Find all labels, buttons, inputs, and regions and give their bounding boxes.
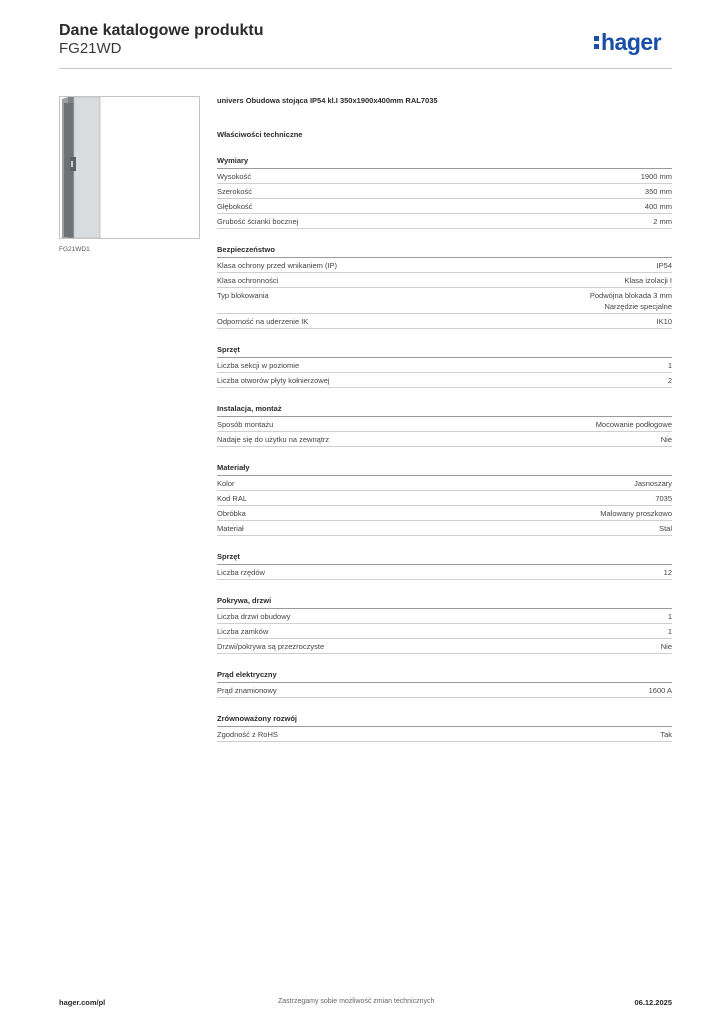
spec-label: Grubość ścianki bocznej xyxy=(217,217,299,226)
spec-row xyxy=(217,491,672,506)
spec-value-line: Stal xyxy=(659,524,672,533)
spec-value xyxy=(657,260,672,271)
spec-value xyxy=(655,493,672,504)
spec-row xyxy=(217,358,672,373)
spec-value-line: Narzędzie specjalne xyxy=(604,302,672,311)
spec-row xyxy=(217,258,672,273)
spec-row xyxy=(217,199,672,214)
spec-value-line: 12 xyxy=(663,568,672,577)
spec-group-title: Sprzęt xyxy=(217,345,672,358)
spec-label: Klasa ochrony przed wnikaniem (IP) xyxy=(217,261,338,270)
spec-value xyxy=(668,626,672,637)
spec-group xyxy=(217,552,672,580)
spec-value xyxy=(653,216,672,227)
spec-value xyxy=(661,434,672,445)
spec-row xyxy=(217,273,672,288)
spec-group-title: Instalacja, montaż xyxy=(217,404,672,417)
spec-value-line: Klasa izolacji I xyxy=(624,276,672,285)
spec-group-title: Zrównoważony rozwój xyxy=(217,714,672,727)
spec-value-line: 400 mm xyxy=(644,202,672,211)
spec-group-title: Pokrywa, drzwi xyxy=(217,596,672,609)
spec-group-title: Bezpieczeństwo xyxy=(217,245,672,258)
spec-row xyxy=(217,727,672,742)
spec-group xyxy=(217,245,672,329)
spec-group-title: Prąd elektryczny xyxy=(217,670,672,683)
spec-value-line: 1900 mm xyxy=(640,172,672,181)
spec-group xyxy=(217,404,672,447)
spec-label: Głębokość xyxy=(217,202,253,211)
spec-row xyxy=(217,184,672,199)
spec-row xyxy=(217,609,672,624)
spec-row xyxy=(217,288,672,314)
spec-row xyxy=(217,565,672,580)
spec-label: Odporność na uderzenie IK xyxy=(217,317,309,326)
spec-label: Kod RAL xyxy=(217,494,248,503)
spec-group-title: Sprzęt xyxy=(217,552,672,565)
spec-label: Prąd znamionowy xyxy=(217,686,277,695)
spec-value-line: 1600 A xyxy=(648,686,672,695)
footer-date: 06.12.2025 xyxy=(634,998,672,1007)
spec-value-line: 1 xyxy=(667,627,672,636)
footer-website-link[interactable]: hager.com/pl xyxy=(59,998,106,1007)
spec-value xyxy=(657,316,672,327)
spec-value-line: 350 mm xyxy=(644,187,672,196)
spec-label: Obróbka xyxy=(217,509,246,518)
product-code: FG21WD xyxy=(59,40,122,57)
spec-value xyxy=(641,171,672,182)
spec-value xyxy=(600,508,672,519)
spec-value xyxy=(668,360,672,371)
spec-row xyxy=(217,169,672,184)
spec-row xyxy=(217,639,672,654)
spec-group xyxy=(217,596,672,654)
spec-value xyxy=(649,685,672,696)
spec-value-line: Nie xyxy=(660,435,672,444)
spec-row xyxy=(217,314,672,329)
spec-content xyxy=(217,96,672,742)
spec-value xyxy=(659,523,672,534)
spec-value xyxy=(664,567,672,578)
spec-label: Liczba rzędów xyxy=(217,568,265,577)
spec-label: Nadaje się do użytku na zewnątrz xyxy=(217,435,330,444)
header-divider xyxy=(59,68,672,69)
spec-value xyxy=(668,375,672,386)
product-description: univers Obudowa stojąca IP54 kl.I 350x1900x400mm RAL7035 xyxy=(217,96,438,105)
spec-label: Szerokość xyxy=(217,187,253,196)
spec-value xyxy=(661,641,672,652)
logo-colon-icon xyxy=(594,36,599,49)
spec-label: Wysokość xyxy=(217,172,252,181)
spec-value-line: Podwójna blokada 3 mm xyxy=(589,291,672,300)
spec-group xyxy=(217,156,672,229)
spec-label: Materiał xyxy=(217,524,244,533)
spec-value-line: Mocowanie podłogowe xyxy=(595,420,672,429)
spec-value xyxy=(634,478,672,489)
spec-value xyxy=(645,186,672,197)
image-caption: FG21WD1 xyxy=(59,246,90,253)
spec-row xyxy=(217,373,672,388)
spec-label: Typ blokowania xyxy=(217,291,269,300)
spec-row xyxy=(217,432,672,447)
spec-group xyxy=(217,714,672,742)
spec-row xyxy=(217,683,672,698)
spec-value-line: 2 mm xyxy=(653,217,672,226)
spec-value xyxy=(668,611,672,622)
spec-row xyxy=(217,417,672,432)
logo-text: hager xyxy=(601,28,662,55)
spec-group xyxy=(217,463,672,536)
spec-label: Liczba drzwi obudowy xyxy=(217,612,291,621)
spec-label: Liczba otworów płyty kołnierzowej xyxy=(217,376,330,385)
spec-group xyxy=(217,345,672,388)
spec-value-line: 2 xyxy=(667,376,672,385)
spec-value xyxy=(596,419,672,430)
spec-label: Drzwi/pokrywa są przezroczyste xyxy=(217,642,325,651)
section-heading: Właściwości techniczne xyxy=(217,130,303,139)
footer-notice: Zastrzegamy sobie możliwość zmian technicznych xyxy=(278,998,435,1005)
spec-group-title: Materiały xyxy=(217,463,672,476)
spec-row xyxy=(217,624,672,639)
spec-value-line: IP54 xyxy=(656,261,672,270)
spec-groups xyxy=(217,156,672,742)
spec-value-line: 1 xyxy=(667,612,672,621)
spec-row xyxy=(217,476,672,491)
product-image xyxy=(59,96,200,239)
spec-value xyxy=(624,275,672,286)
spec-value-line: 7035 xyxy=(655,494,672,503)
spec-group xyxy=(217,670,672,698)
spec-label: Zgodność z RoHS xyxy=(217,730,278,739)
spec-row xyxy=(217,521,672,536)
spec-label: Liczba sekcji w poziomie xyxy=(217,361,300,370)
spec-label: Sposób montażu xyxy=(217,420,274,429)
spec-value xyxy=(660,729,672,740)
spec-value-line: Nie xyxy=(660,642,672,651)
spec-value-line: Jasnoszary xyxy=(634,479,672,488)
hager-logo[interactable] xyxy=(594,27,661,57)
spec-value-line: 1 xyxy=(667,361,672,370)
spec-label: Kolor xyxy=(217,479,235,488)
spec-label: Klasa ochronności xyxy=(217,276,279,285)
spec-value xyxy=(645,201,672,212)
spec-value-line: Tak xyxy=(660,730,672,739)
enclosure-image xyxy=(60,97,199,238)
spec-row xyxy=(217,214,672,229)
spec-value xyxy=(590,290,672,312)
page-title: Dane katalogowe produktu xyxy=(59,22,264,39)
spec-group-title: Wymiary xyxy=(217,156,672,169)
spec-row xyxy=(217,506,672,521)
spec-value-line: Malowany proszkowo xyxy=(600,509,672,518)
spec-label: Liczba zamków xyxy=(217,627,269,636)
spec-value-line: IK10 xyxy=(656,317,672,326)
